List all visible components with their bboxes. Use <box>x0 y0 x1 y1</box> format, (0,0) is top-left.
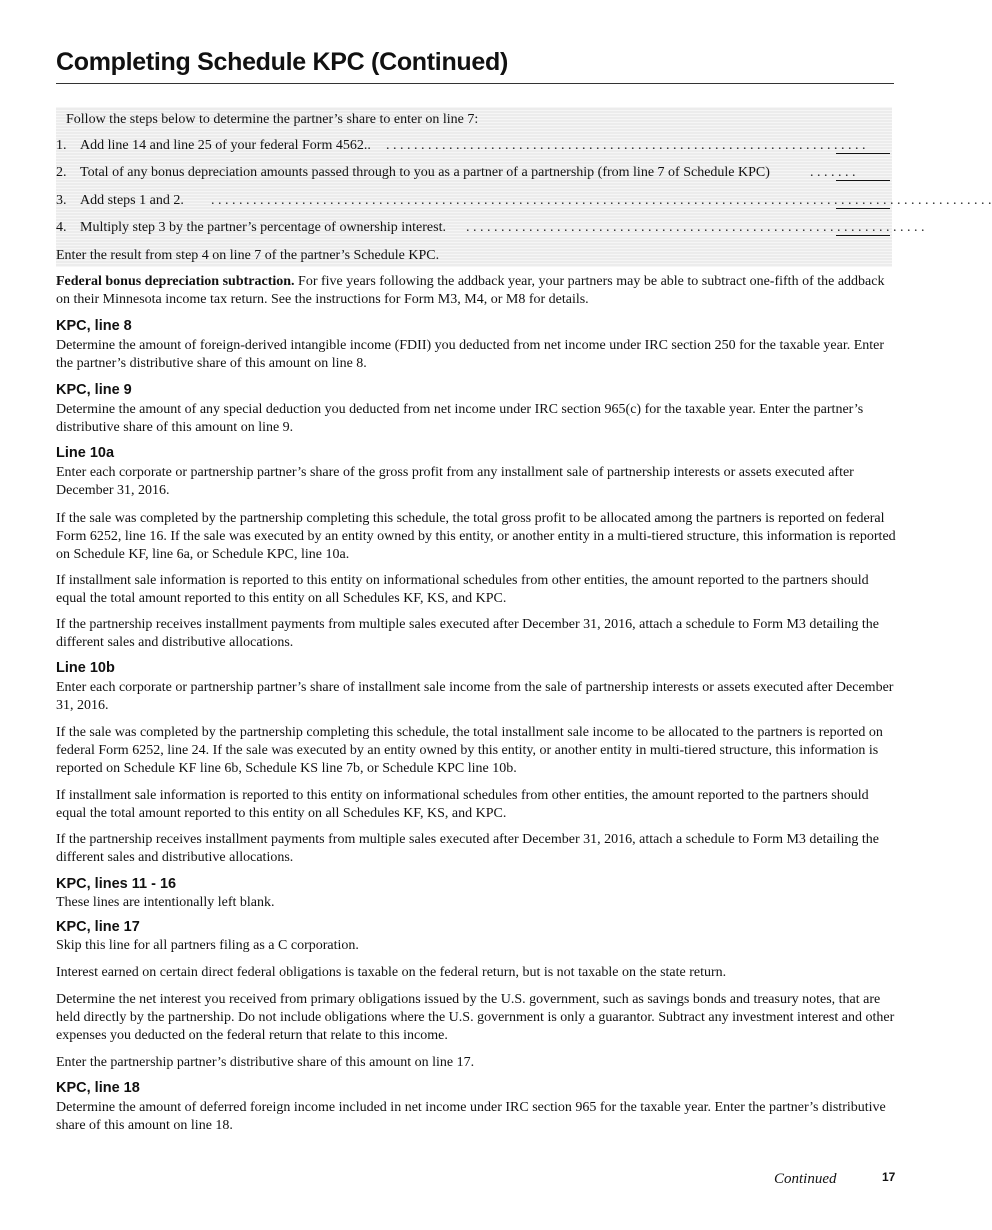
step-text: Add line 14 and line 25 of your federal Form 4562.. <box>80 138 371 153</box>
line-17-paragraph-4: Enter the partnership partner’s distributive share of this amount on line 17. <box>56 1055 475 1070</box>
dot-leader: . . . . . . . . . . . . . . . . . . . . . . . . . . . . . . . . . . . . . . . . . . . . . . . . . . . . . . . . . . . . . . . . . . <box>466 220 925 235</box>
federal-bonus-paragraph <box>56 273 896 309</box>
line-10b-paragraph-1: Enter each corporate or partnership partner’s share of installment sale income from the sale of partnership interests or assets executed after December 31, 2016. <box>56 680 894 713</box>
steps-worksheet <box>56 107 992 267</box>
line-8-paragraph: Determine the amount of foreign-derived intangible income (FDII) you deducted from net income under IRC section 250 for the taxable year. Enter the partner’s distributive share of this amount on line 8. <box>56 338 885 371</box>
line-17-paragraph-3: Determine the net interest you received from primary obligations issued by the U.S. government, such as savings bonds and treasury notes, that are held directly by the partnership. Do not include obligations where the U.S. government is only a guarantor. Subtract any investment interest and other expenses you deducted on the federal return that relate to this income. <box>56 992 895 1043</box>
title-divider <box>56 83 894 84</box>
section-heading-line-8: KPC, line 8 <box>56 318 132 334</box>
step-number: 1. <box>56 138 67 153</box>
line-10b-paragraph-3: If installment sale information is reported to this entity on informational schedules from other entities, the amount reported to the partners should equal the total amount reported to this entity on all Schedules KF, KS, and KPC. <box>56 788 869 821</box>
lines-11-16-paragraph: These lines are intentionally left blank. <box>56 895 275 910</box>
federal-bonus-lead: Federal bonus depreciation subtraction. <box>56 274 295 289</box>
step-number: 3. <box>56 193 67 208</box>
federal-bonus-text: For five years following the addback year, your partners may be able to subtract one-fifth of the addback on their Minnesota income tax return. See the instructions for Form M3, M4, or M8 for details. <box>56 274 885 307</box>
line-18-paragraph: Determine the amount of deferred foreign income included in net income under IRC section 965 for the taxable year. Enter the partner’s distributive share of this amount on line 18. <box>56 1100 886 1133</box>
section-heading-line-10a: Line 10a <box>56 445 115 461</box>
step-text: Multiply step 3 by the partner’s percentage of ownership interest. <box>80 220 446 235</box>
step-1-entry-line[interactable] <box>836 153 890 154</box>
step-text: Add steps 1 and 2. <box>80 193 184 208</box>
line-9-paragraph: Determine the amount of any special deduction you deducted from net income under IRC section 965(c) for the taxable year. Enter the partner’s distributive share of this amount on line 9. <box>56 402 864 435</box>
worksheet-step <box>56 165 892 185</box>
worksheet-step <box>56 220 925 240</box>
line-10a-paragraph-4: If the partnership receives installment payments from multiple sales executed after December 31, 2016, attach a schedule to Form M3 detailing the different sales and distributive allocations. <box>56 617 880 650</box>
section-heading-line-10b: Line 10b <box>56 660 115 676</box>
section-heading-line-18: KPC, line 18 <box>56 1080 140 1096</box>
step-number: 4. <box>56 220 67 235</box>
line-17-paragraph-2: Interest earned on certain direct federal obligations is taxable on the federal return, but is not taxable on the state return. <box>56 965 727 980</box>
line-10b-paragraph-2: If the sale was completed by the partnership completing this schedule, the total installment sale income to be allocated to the partners is reported on federal Form 6252, line 24. If the sale was executed by an entity owned by this entity, or another entity in multi-tiered structure, this information is reported on Schedule KF line 6b, Schedule KS line 7b, or Schedule KPC line 10b. <box>56 725 883 776</box>
steps-intro: Follow the steps below to determine the partner’s share to enter on line 7: <box>66 112 479 127</box>
section-heading-line-9: KPC, line 9 <box>56 382 132 398</box>
step-3-entry-line[interactable] <box>836 208 890 209</box>
page-number: 17 <box>882 1170 896 1184</box>
page-title: Completing Schedule KPC (Continued) <box>56 48 508 76</box>
line-10a-paragraph-2: If the sale was completed by the partnership completing this schedule, the total gross profit to be allocated among the partners is reported on federal Form 6252, line 16. If the sale was executed by an entity owned by this entity, or another entity in a multi-tiered structure, this information is reported on Schedule KF, line 6a, or Schedule KPC, line 10a. <box>56 511 896 562</box>
worksheet-step <box>56 138 892 158</box>
line-10b-paragraph-4: If the partnership receives installment payments from multiple sales executed after December 31, 2016, attach a schedule to Form M3 detailing the different sales and distributive allocations. <box>56 832 880 865</box>
step-number: 2. <box>56 165 67 180</box>
worksheet-step <box>56 193 992 213</box>
steps-outro: Enter the result from step 4 on line 7 of the partner’s Schedule KPC. <box>56 248 440 263</box>
step-2-entry-line[interactable] <box>836 180 890 181</box>
section-heading-lines-11-16: KPC, lines 11 - 16 <box>56 876 177 892</box>
section-heading-line-17: KPC, line 17 <box>56 919 140 935</box>
step-4-entry-line[interactable] <box>836 235 890 236</box>
line-17-paragraph-1: Skip this line for all partners filing as a C corporation. <box>56 938 359 953</box>
dot-leader: . . . . . . . . . . . . . . . . . . . . . . . . . . . . . . . . . . . . . . . . . . . . . . . . . . . . . . . . . . . . . . . . . . . . . <box>386 138 866 153</box>
line-10a-paragraph-1: Enter each corporate or partnership partner’s share of the gross profit from any installment sale of partnership interests or assets executed after December 31, 2016. <box>56 465 854 498</box>
continued-label: Continued <box>774 1171 837 1187</box>
dot-leader: . . . . . . . . . . . . . . . . . . . . . . . . . . . . . . . . . . . . . . . . . . . . . . . . . . . . . . . . . . . . . . . . . . . . . . . . . . . . . . . . . . . . . . . . . . . . . . . . . . . . . . . . . . . . . . . . <box>211 193 992 208</box>
line-10a-paragraph-3: If installment sale information is reported to this entity on informational schedules from other entities, the amount reported to the partners should equal the total amount reported to this entity on all Schedules KF, KS, and KPC. <box>56 573 869 606</box>
dot-leader: . . . . . . . <box>810 165 856 180</box>
step-text: Total of any bonus depreciation amounts passed through to you as a partner of a partnership (from line 7 of Schedule KPC) <box>80 165 770 180</box>
